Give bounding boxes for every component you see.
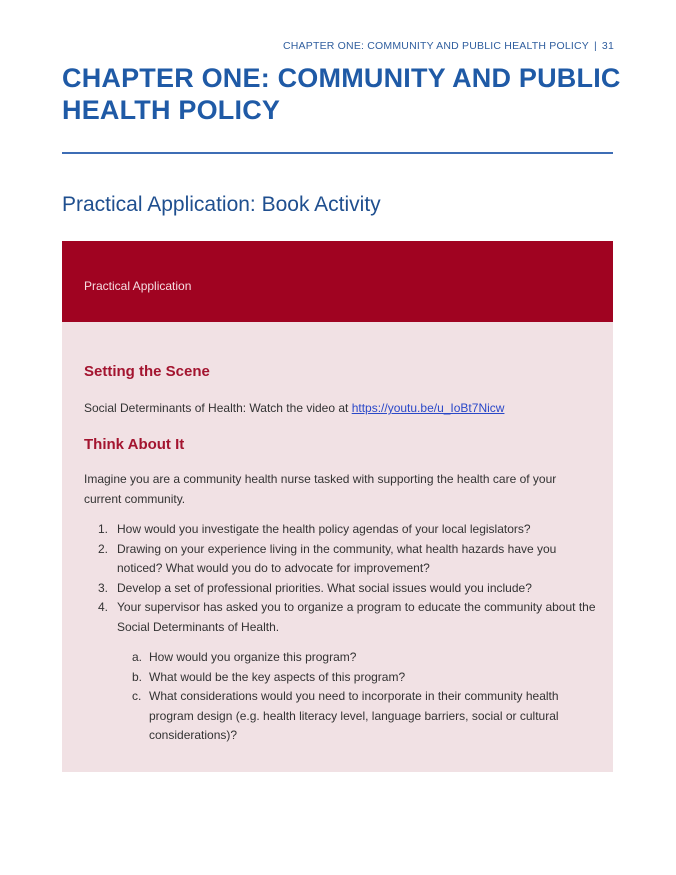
list-item: a. How would you organize this program? (132, 650, 357, 664)
setting-scene-heading: Setting the Scene (84, 363, 210, 380)
section-title: Practical Application: Book Activity (62, 193, 381, 216)
box-header-label: Practical Application (84, 279, 192, 293)
list-item: 2. Drawing on your experience living in the community, what health hazards have you noticed? What would you do to advocate for improvement? (98, 541, 557, 575)
list-item: 1. How would you investigate the health policy agendas of your local legislators? (98, 522, 531, 536)
list-item: c. What considerations would you need to incorporate in their community health program design (e.g. health literacy level, language barriers, social or cultural considerations)? (132, 689, 559, 742)
running-header-chapter: CHAPTER ONE: COMMUNITY AND PUBLIC HEALTH POLICY (282, 40, 589, 52)
think-about-it-intro: Imagine you are a community health nurse tasked with supporting the health care of your current community. (84, 472, 557, 506)
running-header-separator: | (593, 40, 597, 52)
title-divider (62, 152, 613, 154)
video-link[interactable]: https://youtu.be/u_IoBt7Nicw (351, 401, 505, 415)
list-item: b. What would be the key aspects of this program? (132, 669, 406, 684)
sub-question-list (132, 648, 599, 746)
question-list (98, 520, 597, 637)
think-about-it-heading: Think About It (84, 436, 185, 453)
practical-application-box-header (62, 241, 613, 322)
list-item: 4. Your supervisor has asked you to organize a program to educate the community about the Social Determinants of Health. (98, 600, 596, 634)
chapter-title: CHAPTER ONE: COMMUNITY AND PUBLIC HEALTH POLICY (62, 63, 621, 125)
list-item: 3. Develop a set of professional priorities. What social issues would you include? (98, 580, 532, 595)
setting-scene-label: Social Determinants of Health: Watch the video at (84, 401, 352, 415)
running-header (283, 40, 614, 52)
page-number: 31 (601, 40, 614, 52)
setting-scene-text (84, 398, 594, 418)
